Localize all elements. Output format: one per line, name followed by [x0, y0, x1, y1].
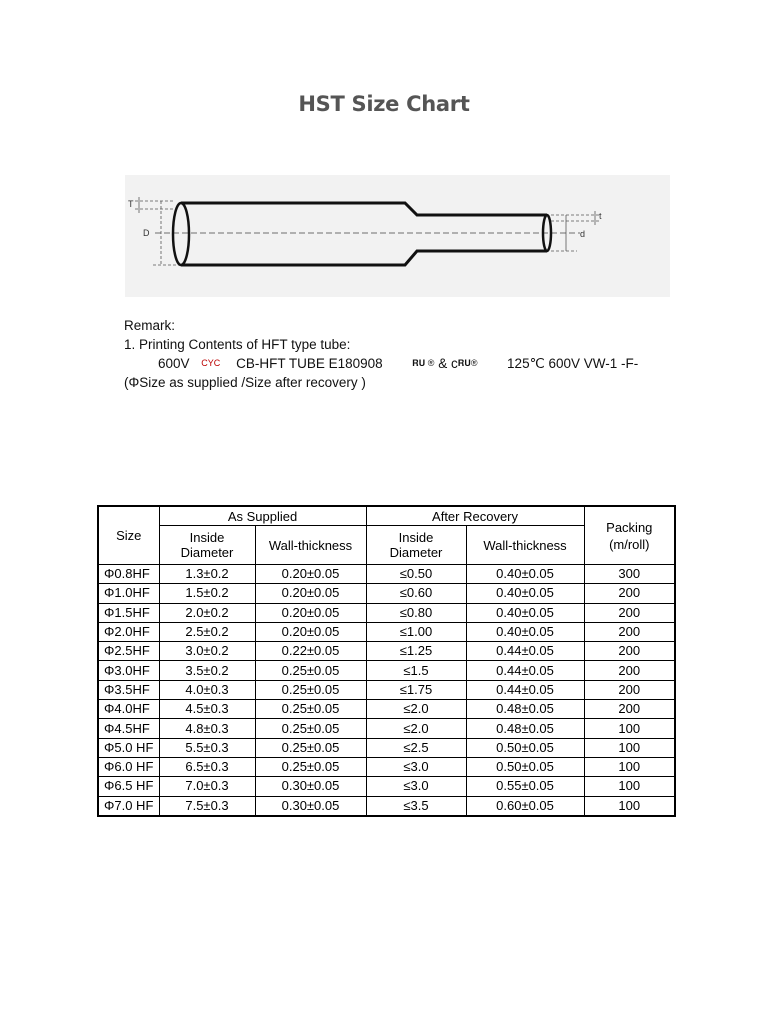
- cell-recovered-wall-thickness: 0.44±0.05: [466, 680, 584, 699]
- cell-recovered-inside-diameter: ≤1.75: [366, 680, 466, 699]
- cell-size: Φ1.5HF: [98, 603, 159, 622]
- cell-supplied-wall-thickness: 0.30±0.05: [255, 777, 366, 796]
- header-size: Size: [98, 506, 159, 565]
- cell-supplied-inside-diameter: 5.5±0.3: [159, 738, 255, 757]
- label-D: D: [143, 228, 150, 238]
- header-after-recovery: After Recovery: [366, 506, 584, 526]
- cell-supplied-wall-thickness: 0.30±0.05: [255, 796, 366, 816]
- voltage-text: 600V: [158, 356, 190, 371]
- cell-size: Φ6.5 HF: [98, 777, 159, 796]
- cell-size: Φ0.8HF: [98, 565, 159, 584]
- cell-supplied-inside-diameter: 1.5±0.2: [159, 584, 255, 603]
- cell-packing: 100: [584, 757, 675, 776]
- table-row: [98, 738, 675, 757]
- cell-supplied-inside-diameter: 4.0±0.3: [159, 680, 255, 699]
- cqc-mark-icon: CYC: [201, 358, 221, 368]
- cell-packing: 300: [584, 565, 675, 584]
- cell-supplied-wall-thickness: 0.20±0.05: [255, 622, 366, 641]
- cell-recovered-wall-thickness: 0.44±0.05: [466, 642, 584, 661]
- cell-packing: 200: [584, 603, 675, 622]
- cell-supplied-inside-diameter: 6.5±0.3: [159, 757, 255, 776]
- cell-packing: 200: [584, 700, 675, 719]
- cell-recovered-inside-diameter: ≤3.0: [366, 757, 466, 776]
- cell-recovered-inside-diameter: ≤3.0: [366, 777, 466, 796]
- cell-size: Φ3.5HF: [98, 680, 159, 699]
- cell-packing: 100: [584, 719, 675, 738]
- cell-recovered-wall-thickness: 0.55±0.05: [466, 777, 584, 796]
- table-row: [98, 565, 675, 584]
- table-row: [98, 642, 675, 661]
- cell-supplied-wall-thickness: 0.22±0.05: [255, 642, 366, 661]
- cell-recovered-inside-diameter: ≤2.5: [366, 738, 466, 757]
- cell-packing: 100: [584, 777, 675, 796]
- cell-supplied-wall-thickness: 0.25±0.05: [255, 719, 366, 738]
- rating-text: 125℃ 600V VW-1 -F-: [507, 356, 639, 371]
- cell-recovered-inside-diameter: ≤2.0: [366, 719, 466, 738]
- table-row: [98, 777, 675, 796]
- header-supplied-inside-diameter: Inside Diameter: [159, 526, 255, 565]
- cell-supplied-inside-diameter: 1.3±0.2: [159, 565, 255, 584]
- tube-outline: [181, 203, 547, 265]
- cell-supplied-wall-thickness: 0.25±0.05: [255, 757, 366, 776]
- cell-size: Φ5.0 HF: [98, 738, 159, 757]
- table-row: [98, 700, 675, 719]
- header-recovered-inside-diameter: Inside Diameter: [366, 526, 466, 565]
- remark-block: [124, 316, 684, 392]
- label-T: T: [128, 199, 134, 209]
- cell-size: Φ1.0HF: [98, 584, 159, 603]
- cell-size: Φ3.0HF: [98, 661, 159, 680]
- cell-packing: 200: [584, 584, 675, 603]
- header-supplied-wall-thickness: Wall-thickness: [255, 526, 366, 565]
- cell-supplied-inside-diameter: 4.5±0.3: [159, 700, 255, 719]
- cell-supplied-wall-thickness: 0.25±0.05: [255, 700, 366, 719]
- cell-size: Φ7.0 HF: [98, 796, 159, 816]
- cell-supplied-wall-thickness: 0.20±0.05: [255, 565, 366, 584]
- remark-heading: Remark:: [124, 318, 176, 333]
- ul-mark-icon: 𝐑𝐔 ®: [412, 358, 435, 368]
- cell-packing: 200: [584, 642, 675, 661]
- cell-supplied-inside-diameter: 2.0±0.2: [159, 603, 255, 622]
- cell-recovered-inside-diameter: ≤1.5: [366, 661, 466, 680]
- remark-item-1: 1. Printing Contents of HFT type tube:: [124, 337, 351, 352]
- page-title: HST Size Chart: [298, 92, 470, 116]
- cell-size: Φ4.5HF: [98, 719, 159, 738]
- csa-text: & c: [438, 356, 458, 371]
- table-row: [98, 719, 675, 738]
- table-row: [98, 603, 675, 622]
- cell-recovered-inside-diameter: ≤1.25: [366, 642, 466, 661]
- cell-supplied-inside-diameter: 3.0±0.2: [159, 642, 255, 661]
- cell-packing: 200: [584, 622, 675, 641]
- cell-recovered-wall-thickness: 0.50±0.05: [466, 757, 584, 776]
- cell-packing: 100: [584, 796, 675, 816]
- header-recovered-wall-thickness: Wall-thickness: [466, 526, 584, 565]
- cell-packing: 100: [584, 738, 675, 757]
- cell-recovered-wall-thickness: 0.60±0.05: [466, 796, 584, 816]
- cell-supplied-inside-diameter: 7.0±0.3: [159, 777, 255, 796]
- cell-supplied-inside-diameter: 3.5±0.2: [159, 661, 255, 680]
- cell-recovered-inside-diameter: ≤3.5: [366, 796, 466, 816]
- cell-supplied-wall-thickness: 0.20±0.05: [255, 603, 366, 622]
- cell-recovered-inside-diameter: ≤0.80: [366, 603, 466, 622]
- cell-recovered-wall-thickness: 0.48±0.05: [466, 700, 584, 719]
- size-chart-table: [97, 505, 676, 817]
- cell-supplied-wall-thickness: 0.20±0.05: [255, 584, 366, 603]
- cell-size: Φ2.0HF: [98, 622, 159, 641]
- cell-supplied-inside-diameter: 7.5±0.3: [159, 796, 255, 816]
- header-packing: Packing (m/roll): [584, 506, 675, 565]
- size-note: (ΦSize as supplied /Size after recovery ): [124, 375, 366, 390]
- table-row: [98, 680, 675, 699]
- tube-diagram: [125, 175, 670, 297]
- table-row: [98, 584, 675, 603]
- cell-recovered-inside-diameter: ≤0.50: [366, 565, 466, 584]
- cell-packing: 200: [584, 680, 675, 699]
- cell-recovered-wall-thickness: 0.40±0.05: [466, 584, 584, 603]
- table-body: [98, 565, 675, 816]
- cell-packing: 200: [584, 661, 675, 680]
- tube-code-text: CB-HFT TUBE E180908: [236, 356, 383, 371]
- cell-recovered-inside-diameter: ≤1.00: [366, 622, 466, 641]
- cell-recovered-wall-thickness: 0.40±0.05: [466, 565, 584, 584]
- label-t: t: [599, 211, 602, 221]
- cell-size: Φ6.0 HF: [98, 757, 159, 776]
- tube-dimension-drawing: [125, 175, 670, 297]
- cell-size: Φ4.0HF: [98, 700, 159, 719]
- cell-supplied-wall-thickness: 0.25±0.05: [255, 738, 366, 757]
- cell-recovered-inside-diameter: ≤2.0: [366, 700, 466, 719]
- table-row: [98, 622, 675, 641]
- header-as-supplied: As Supplied: [159, 506, 366, 526]
- cell-recovered-wall-thickness: 0.50±0.05: [466, 738, 584, 757]
- printing-contents-line: [124, 354, 684, 373]
- label-d: d: [580, 229, 586, 239]
- cell-supplied-inside-diameter: 4.8±0.3: [159, 719, 255, 738]
- cell-recovered-wall-thickness: 0.48±0.05: [466, 719, 584, 738]
- cell-supplied-wall-thickness: 0.25±0.05: [255, 680, 366, 699]
- cell-supplied-wall-thickness: 0.25±0.05: [255, 661, 366, 680]
- cell-recovered-wall-thickness: 0.44±0.05: [466, 661, 584, 680]
- cell-supplied-inside-diameter: 2.5±0.2: [159, 622, 255, 641]
- cell-recovered-wall-thickness: 0.40±0.05: [466, 622, 584, 641]
- table-row: [98, 796, 675, 816]
- cell-recovered-wall-thickness: 0.40±0.05: [466, 603, 584, 622]
- cell-recovered-inside-diameter: ≤0.60: [366, 584, 466, 603]
- table-row: [98, 757, 675, 776]
- cul-mark-icon: 𝐑𝐔®: [457, 358, 478, 368]
- cell-size: Φ2.5HF: [98, 642, 159, 661]
- tube-large-end: [173, 203, 189, 265]
- table-row: [98, 661, 675, 680]
